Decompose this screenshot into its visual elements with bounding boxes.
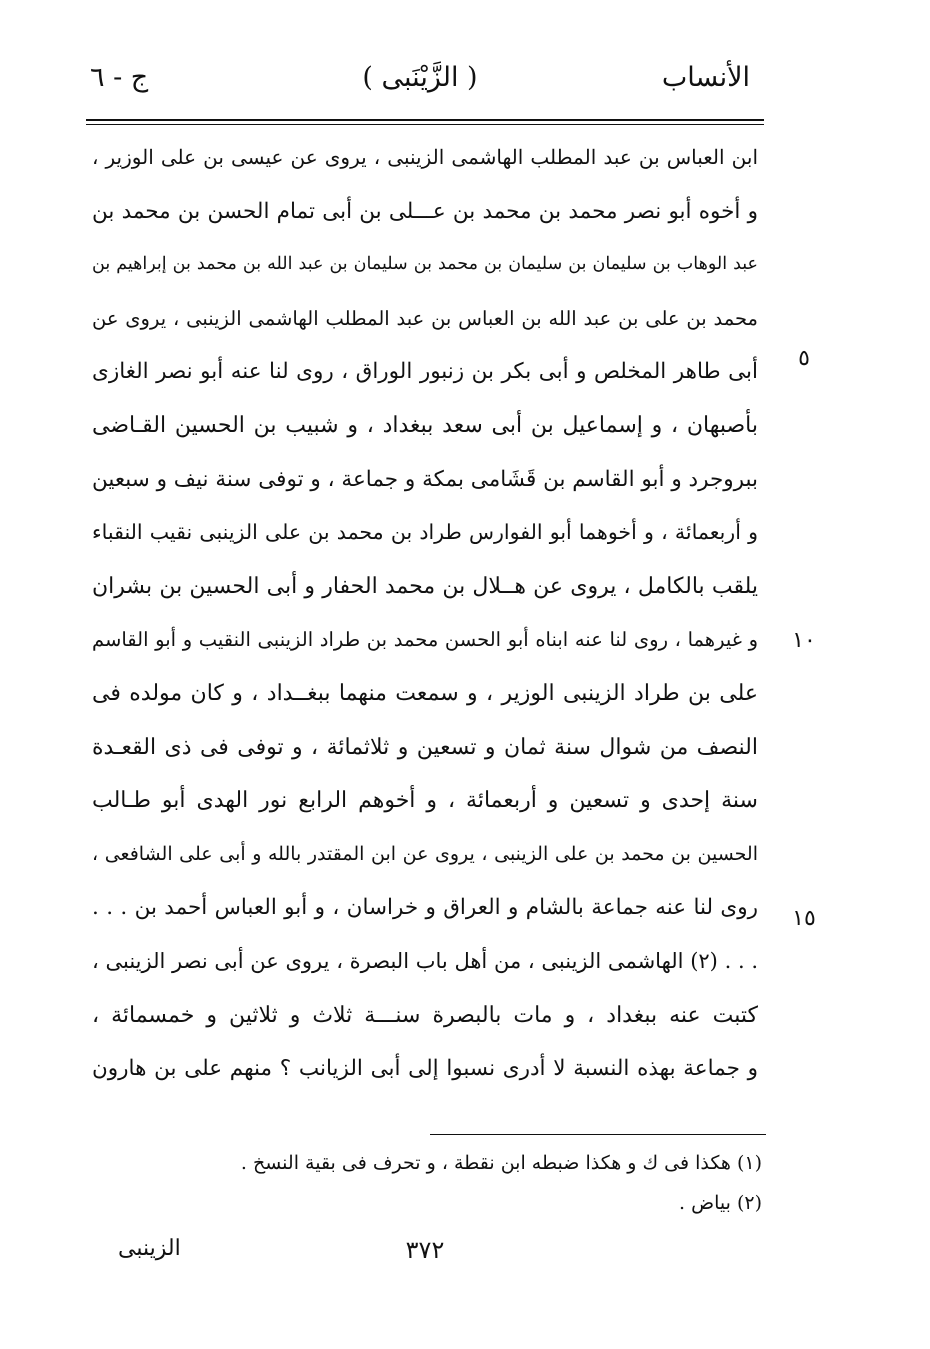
text-line: محمد بن على بن عبد الله بن العباس بن عبد المطلب الهاشمى الزينبى ، يروى عن: [92, 306, 758, 330]
text-line: أبى طاهر المخلص و أبى بكر بن زنبور الوراق ، روى لنا عنه أبو نصر الغازى: [92, 359, 758, 385]
catchword: الزينبى: [118, 1236, 181, 1261]
text-line: . . . (٢) الهاشمى الزينبى ، من أهل باب البصرة ، يروى عن أبى نصر الزينبى ،: [92, 948, 758, 973]
page-footer: [90, 1236, 760, 1272]
running-head: [90, 62, 750, 106]
line-number-15: ١٥: [792, 906, 816, 931]
text-line: و غيرهما ، روى لنا عنه ابناه أبو الحسن محمد بن طراد الزينبى النقيب و أبو القاسم: [92, 628, 758, 652]
text-line: على بن طراد الزينبى الوزير ، و سمعت منهما ببغــداد ، و كان مولده فى: [92, 680, 758, 706]
line-number-5: ٥: [798, 346, 810, 371]
text-line: ببروجرد و أبو القاسم بن قَشَامى بمكة و جماعة ، و توفى سنة نيف و سبعين: [92, 466, 758, 492]
text-line: روى لنا عنه جماعة بالشام و العراق و خراسان ، و أبو العباس أحمد بن . . .: [92, 895, 758, 921]
header-rule-thin: [86, 124, 764, 125]
footnote-2: (٢) بياض .: [679, 1192, 762, 1214]
footnotes: [200, 1143, 762, 1223]
text-line: و أربعمائة ، و أخوهما أبو الفوارس طراد بن محمد بن على الزينبى نقيب النقباء: [92, 520, 758, 545]
text-line: ابن العباس بن عبد المطلب الهاشمى الزينبى ، يروى عن عيسى بن على الوزير ،: [92, 145, 758, 169]
footnote-rule: [430, 1134, 766, 1135]
main-text: [92, 131, 758, 1096]
header-rule-thick: [86, 119, 764, 121]
book-title: الأنساب: [661, 62, 750, 93]
text-line: النصف من شوال سنة ثمان و تسعين و ثلاثمائة ، و توفى فى ذى القعـدة: [92, 734, 758, 760]
text-line: و أخوه أبو نصر محمد بن محمد بن عـــلى بن أبى تمام الحسن بن محمد بن: [92, 198, 758, 224]
text-line: عبد الوهاب بن سليمان بن سليمان بن محمد بن سليمان بن عبد الله بن محمد بن إبراهيم بن: [92, 254, 758, 275]
text-line: و جماعة بهذه النسبة لا أدرى نسبوا إلى أبى الزيانب ؟ منهم على بن هارون: [92, 1056, 758, 1082]
page-number: ٣٧٢: [405, 1236, 445, 1264]
text-line: سنة إحدى و تسعين و أربعمائة ، و أخوهم الرابع نور الهدى أبو طـالب: [92, 788, 758, 814]
footnote-1: (١) هكذا فى ك و هكذا ضبطه ابن نقطة ، و تحرف فى بقية النسخ .: [240, 1152, 762, 1174]
volume-label: ج - ٦: [90, 62, 149, 93]
text-line: يلقب بالكامل ، يروى عن هــلال بن محمد الحفار و أبى الحسين بن بشران: [92, 573, 758, 599]
entry-title: ( الزَّيْنَبى ): [362, 62, 478, 93]
line-number-10: ١٠: [792, 628, 816, 653]
text-line: الحسين بن محمد بن على الزينبى ، يروى عن ابن المقتدر بالله و أبى على الشافعى ،: [92, 842, 758, 865]
text-line: كتبت عنه ببغداد ، و مات بالبصرة سنـــة ثلاث و ثلاثين و خمسمائة ،: [92, 1002, 758, 1028]
text-line: بأصبهان ، و إسماعيل بن أبى سعد ببغداد ، و شبيب بن الحسين القـاضى: [92, 412, 758, 438]
